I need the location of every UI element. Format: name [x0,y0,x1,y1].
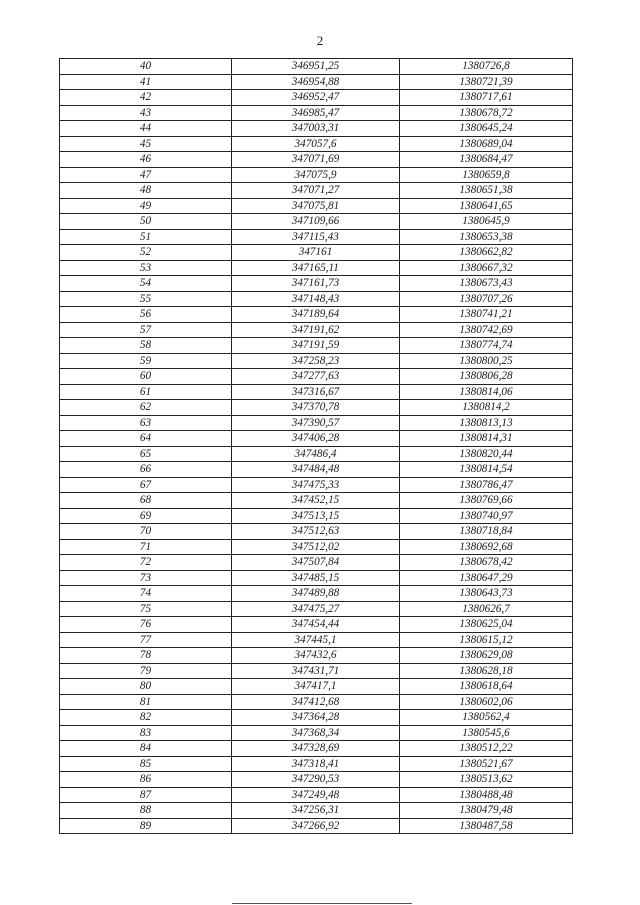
y-coordinate-cell: 1380662,82 [400,245,573,261]
point-number-cell: 48 [60,183,232,199]
point-number-cell: 52 [60,245,232,261]
x-coordinate-cell: 347445,1 [232,632,400,648]
x-coordinate-cell: 347370,78 [232,400,400,416]
table-row [60,601,573,617]
point-number-cell: 62 [60,400,232,416]
y-coordinate-cell: 1380684,47 [400,152,573,168]
point-number-cell: 80 [60,679,232,695]
y-coordinate-cell: 1380742,69 [400,322,573,338]
y-coordinate-cell: 1380512,22 [400,741,573,757]
y-coordinate-cell: 1380814,06 [400,384,573,400]
point-number-cell: 66 [60,462,232,478]
y-coordinate-cell: 1380651,38 [400,183,573,199]
y-coordinate-cell: 1380653,38 [400,229,573,245]
table-row [60,524,573,540]
x-coordinate-cell: 347512,63 [232,524,400,540]
point-number-cell: 77 [60,632,232,648]
x-coordinate-cell: 347475,33 [232,477,400,493]
point-number-cell: 43 [60,105,232,121]
x-coordinate-cell: 347328,69 [232,741,400,757]
y-coordinate-cell: 1380488,48 [400,787,573,803]
x-coordinate-cell: 347484,48 [232,462,400,478]
y-coordinate-cell: 1380673,43 [400,276,573,292]
table-row [60,725,573,741]
table-row [60,198,573,214]
y-coordinate-cell: 1380659,8 [400,167,573,183]
table-row [60,353,573,369]
point-number-cell: 68 [60,493,232,509]
x-coordinate-cell: 347512,02 [232,539,400,555]
point-number-cell: 40 [60,59,232,75]
x-coordinate-cell: 347191,62 [232,322,400,338]
table-row [60,338,573,354]
table-row [60,694,573,710]
y-coordinate-cell: 1380678,72 [400,105,573,121]
x-coordinate-cell: 347189,64 [232,307,400,323]
x-coordinate-cell: 347489,88 [232,586,400,602]
point-number-cell: 72 [60,555,232,571]
point-number-cell: 58 [60,338,232,354]
y-coordinate-cell: 1380721,39 [400,74,573,90]
table-row [60,617,573,633]
x-coordinate-cell: 347432,6 [232,648,400,664]
y-coordinate-cell: 1380678,42 [400,555,573,571]
y-coordinate-cell: 1380667,32 [400,260,573,276]
x-coordinate-cell: 347057,6 [232,136,400,152]
x-coordinate-cell: 347290,53 [232,772,400,788]
table-row [60,260,573,276]
coordinates-table [59,58,573,834]
x-coordinate-cell: 347071,27 [232,183,400,199]
point-number-cell: 76 [60,617,232,633]
x-coordinate-cell: 347191,59 [232,338,400,354]
y-coordinate-cell: 1380806,28 [400,369,573,385]
table-row [60,462,573,478]
table-row [60,539,573,555]
y-coordinate-cell: 1380814,54 [400,462,573,478]
point-number-cell: 61 [60,384,232,400]
x-coordinate-cell: 347364,28 [232,710,400,726]
x-coordinate-cell: 347258,23 [232,353,400,369]
y-coordinate-cell: 1380726,8 [400,59,573,75]
x-coordinate-cell: 347475,27 [232,601,400,617]
point-number-cell: 46 [60,152,232,168]
point-number-cell: 83 [60,725,232,741]
y-coordinate-cell: 1380774,74 [400,338,573,354]
table-row [60,167,573,183]
point-number-cell: 54 [60,276,232,292]
table-row [60,105,573,121]
table-row [60,710,573,726]
point-number-cell: 73 [60,570,232,586]
y-coordinate-cell: 1380629,08 [400,648,573,664]
table-row [60,214,573,230]
y-coordinate-cell: 1380626,7 [400,601,573,617]
point-number-cell: 69 [60,508,232,524]
table-row [60,74,573,90]
point-number-cell: 88 [60,803,232,819]
x-coordinate-cell: 347513,15 [232,508,400,524]
point-number-cell: 50 [60,214,232,230]
page-number: 2 [316,33,324,48]
x-coordinate-cell: 347318,41 [232,756,400,772]
page-bottom-edge [232,903,412,904]
table-row [60,756,573,772]
point-number-cell: 55 [60,291,232,307]
table-row [60,369,573,385]
y-coordinate-cell: 1380602,06 [400,694,573,710]
point-number-cell: 78 [60,648,232,664]
point-number-cell: 59 [60,353,232,369]
table-row [60,90,573,106]
point-number-cell: 81 [60,694,232,710]
point-number-cell: 70 [60,524,232,540]
point-number-cell: 47 [60,167,232,183]
point-number-cell: 49 [60,198,232,214]
point-number-cell: 67 [60,477,232,493]
x-coordinate-cell: 347406,28 [232,431,400,447]
x-coordinate-cell: 347249,48 [232,787,400,803]
x-coordinate-cell: 347266,92 [232,818,400,834]
x-coordinate-cell: 346951,25 [232,59,400,75]
table-row [60,555,573,571]
y-coordinate-cell: 1380813,13 [400,415,573,431]
table-row [60,229,573,245]
point-number-cell: 53 [60,260,232,276]
y-coordinate-cell: 1380641,65 [400,198,573,214]
y-coordinate-cell: 1380718,84 [400,524,573,540]
y-coordinate-cell: 1380618,64 [400,679,573,695]
x-coordinate-cell: 347165,11 [232,260,400,276]
point-number-cell: 57 [60,322,232,338]
point-number-cell: 60 [60,369,232,385]
table-row [60,477,573,493]
y-coordinate-cell: 1380645,24 [400,121,573,137]
point-number-cell: 51 [60,229,232,245]
table-row [60,493,573,509]
table-row [60,632,573,648]
y-coordinate-cell: 1380786,47 [400,477,573,493]
point-number-cell: 71 [60,539,232,555]
table-row [60,431,573,447]
point-number-cell: 79 [60,663,232,679]
x-coordinate-cell: 347412,68 [232,694,400,710]
y-coordinate-cell: 1380740,97 [400,508,573,524]
point-number-cell: 75 [60,601,232,617]
x-coordinate-cell: 347454,44 [232,617,400,633]
table-row [60,400,573,416]
point-number-cell: 74 [60,586,232,602]
point-number-cell: 41 [60,74,232,90]
y-coordinate-cell: 1380562,4 [400,710,573,726]
y-coordinate-cell: 1380487,58 [400,818,573,834]
point-number-cell: 63 [60,415,232,431]
y-coordinate-cell: 1380814,31 [400,431,573,447]
table-row [60,183,573,199]
table-row [60,59,573,75]
y-coordinate-cell: 1380643,73 [400,586,573,602]
table-row [60,276,573,292]
x-coordinate-cell: 347109,66 [232,214,400,230]
y-coordinate-cell: 1380769,66 [400,493,573,509]
point-number-cell: 84 [60,741,232,757]
table-row [60,245,573,261]
x-coordinate-cell: 347003,31 [232,121,400,137]
point-number-cell: 82 [60,710,232,726]
y-coordinate-cell: 1380513,62 [400,772,573,788]
y-coordinate-cell: 1380707,26 [400,291,573,307]
y-coordinate-cell: 1380521,67 [400,756,573,772]
x-coordinate-cell: 347390,57 [232,415,400,431]
point-number-cell: 89 [60,818,232,834]
table-row [60,152,573,168]
coordinates-table-body [60,59,573,834]
table-row [60,663,573,679]
y-coordinate-cell: 1380800,25 [400,353,573,369]
x-coordinate-cell: 347161,73 [232,276,400,292]
point-number-cell: 65 [60,446,232,462]
point-number-cell: 56 [60,307,232,323]
x-coordinate-cell: 347485,15 [232,570,400,586]
table-row [60,818,573,834]
table-row [60,291,573,307]
y-coordinate-cell: 1380647,29 [400,570,573,586]
y-coordinate-cell: 1380741,21 [400,307,573,323]
y-coordinate-cell: 1380545,6 [400,725,573,741]
table-row [60,679,573,695]
x-coordinate-cell: 346952,47 [232,90,400,106]
y-coordinate-cell: 1380820,44 [400,446,573,462]
y-coordinate-cell: 1380628,18 [400,663,573,679]
table-row [60,586,573,602]
y-coordinate-cell: 1380625,04 [400,617,573,633]
x-coordinate-cell: 347148,43 [232,291,400,307]
y-coordinate-cell: 1380717,61 [400,90,573,106]
y-coordinate-cell: 1380615,12 [400,632,573,648]
x-coordinate-cell: 346954,88 [232,74,400,90]
x-coordinate-cell: 347417,1 [232,679,400,695]
x-coordinate-cell: 347075,81 [232,198,400,214]
x-coordinate-cell: 347256,31 [232,803,400,819]
x-coordinate-cell: 347368,34 [232,725,400,741]
point-number-cell: 87 [60,787,232,803]
table-row [60,136,573,152]
x-coordinate-cell: 347486,4 [232,446,400,462]
table-row [60,121,573,137]
x-coordinate-cell: 347071,69 [232,152,400,168]
x-coordinate-cell: 347507,84 [232,555,400,571]
x-coordinate-cell: 347277,63 [232,369,400,385]
table-row [60,307,573,323]
table-row [60,648,573,664]
y-coordinate-cell: 1380692,68 [400,539,573,555]
table-row [60,322,573,338]
y-coordinate-cell: 1380814,2 [400,400,573,416]
table-row [60,384,573,400]
point-number-cell: 64 [60,431,232,447]
x-coordinate-cell: 347161 [232,245,400,261]
point-number-cell: 45 [60,136,232,152]
y-coordinate-cell: 1380689,04 [400,136,573,152]
y-coordinate-cell: 1380479,48 [400,803,573,819]
table-row [60,446,573,462]
table-row [60,772,573,788]
table-row [60,787,573,803]
x-coordinate-cell: 347075,9 [232,167,400,183]
x-coordinate-cell: 346985,47 [232,105,400,121]
table-row [60,741,573,757]
x-coordinate-cell: 347316,67 [232,384,400,400]
point-number-cell: 42 [60,90,232,106]
x-coordinate-cell: 347115,43 [232,229,400,245]
x-coordinate-cell: 347452,15 [232,493,400,509]
table-row [60,803,573,819]
point-number-cell: 85 [60,756,232,772]
x-coordinate-cell: 347431,71 [232,663,400,679]
table-row [60,570,573,586]
point-number-cell: 44 [60,121,232,137]
y-coordinate-cell: 1380645,9 [400,214,573,230]
table-row [60,415,573,431]
point-number-cell: 86 [60,772,232,788]
table-row [60,508,573,524]
